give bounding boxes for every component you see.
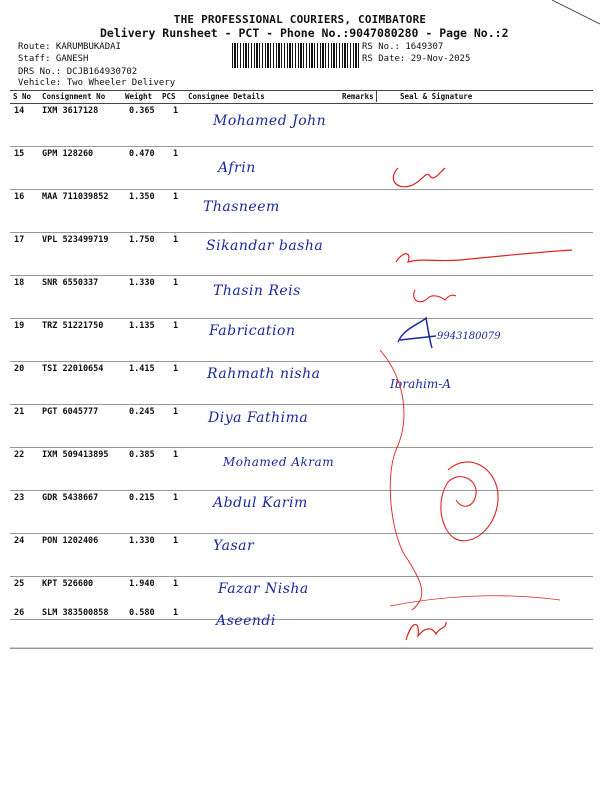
row-weight: 1.940 xyxy=(129,579,155,589)
row-pcs: 1 xyxy=(173,407,179,417)
consignee-name: Mohamed John xyxy=(213,113,327,129)
consignee-name: Aseendi xyxy=(216,613,276,629)
row-pcs: 1 xyxy=(173,493,179,503)
row-pcs: 1 xyxy=(173,149,179,159)
row-consignment: SNR 6550337 xyxy=(42,278,99,288)
row-sno: 24 xyxy=(14,536,25,546)
rs-number: RS No.: 1649307 xyxy=(362,42,444,52)
row-weight: 0.470 xyxy=(129,149,155,159)
phone-note: 9943180079 xyxy=(437,331,501,342)
row-weight: 0.385 xyxy=(129,450,155,460)
row-weight: 0.365 xyxy=(129,106,155,116)
consignee-name: Diya Fathima xyxy=(208,410,309,426)
red-line-long xyxy=(390,596,560,606)
consignee-name: Sikandar basha xyxy=(206,238,324,254)
row-sno: 17 xyxy=(14,235,25,245)
col-remarks: Remarks xyxy=(342,92,374,101)
row-weight: 0.580 xyxy=(129,608,155,618)
consignee-name: Fabrication xyxy=(209,323,296,339)
row-consignment: VPL 523499719 xyxy=(42,235,109,245)
consignee-name: Thasneem xyxy=(203,199,280,215)
row-consignment: GPM 128260 xyxy=(42,149,94,159)
row-sno: 25 xyxy=(14,579,25,589)
row-sno: 22 xyxy=(14,450,25,460)
red-signature-18 xyxy=(414,290,456,302)
consignee-name: Rahmath nisha xyxy=(207,366,321,382)
red-curve-large xyxy=(380,350,422,610)
red-signature-17 xyxy=(396,250,572,262)
consignee-name: Yasar xyxy=(213,538,255,554)
row-weight: 0.215 xyxy=(129,493,155,503)
row-sno: 14 xyxy=(14,106,25,116)
row-weight: 1.135 xyxy=(129,321,155,331)
row-weight: 1.330 xyxy=(129,536,155,546)
row-consignment: MAA 711039852 xyxy=(42,192,109,202)
rs-date: RS Date: 29-Nov-2025 xyxy=(362,54,471,64)
row-sno: 19 xyxy=(14,321,25,331)
col-consignment: Consignment No xyxy=(42,92,106,101)
consignee-name: Afrin xyxy=(218,160,256,176)
row-consignment: IXM 3617128 xyxy=(42,106,99,116)
row-consignment: PON 1202406 xyxy=(42,536,99,546)
row-pcs: 1 xyxy=(173,192,179,202)
row-consignment: IXM 509413895 xyxy=(42,450,109,460)
row-sno: 16 xyxy=(14,192,25,202)
row-sno: 15 xyxy=(14,149,25,159)
row-weight: 1.415 xyxy=(129,364,155,374)
row-weight: 1.750 xyxy=(129,235,155,245)
row-weight: 1.350 xyxy=(129,192,155,202)
drs-number: DRS No.: DCJB164930702 xyxy=(18,67,138,77)
row-consignment: TSI 22010654 xyxy=(42,364,104,374)
red-signature-15 xyxy=(393,168,445,187)
runsheet-subtitle: Delivery Runsheet - PCT - Phone No.:9047080280 - Page No.:2 xyxy=(100,26,509,40)
row-consignment: PGT 6045777 xyxy=(42,407,99,417)
row-consignment: GDR 5438667 xyxy=(42,493,99,503)
row-pcs: 1 xyxy=(173,579,179,589)
row-sno: 18 xyxy=(14,278,25,288)
row-pcs: 1 xyxy=(173,321,179,331)
red-signature-26 xyxy=(406,622,446,640)
row-pcs: 1 xyxy=(173,364,179,374)
col-pcs: PCS xyxy=(162,92,176,101)
consignee-name: Mohamed Akram xyxy=(223,455,335,469)
blue-signature-19 xyxy=(398,318,436,348)
red-loop-stamp xyxy=(441,462,498,541)
consignee-name: Thasin Reis xyxy=(213,283,301,299)
row-consignment: SLM 383500858 xyxy=(42,608,109,618)
row-sno: 23 xyxy=(14,493,25,503)
row-consignment: TRZ 51221750 xyxy=(42,321,104,331)
col-weight: Weight xyxy=(125,92,153,101)
consignee-name: Fazar Nisha xyxy=(218,581,309,597)
row-pcs: 1 xyxy=(173,235,179,245)
vehicle-label: Vehicle: Two Wheeler Delivery xyxy=(18,78,176,88)
row-consignment: KPT 526600 xyxy=(42,579,94,589)
col-consignee: Consignee Details xyxy=(188,92,265,101)
col-seal: Seal & Signature xyxy=(400,92,473,101)
company-title: THE PROFESSIONAL COURIERS, COIMBATORE xyxy=(173,13,427,26)
row-pcs: 1 xyxy=(173,536,179,546)
route-label: Route: KARUMBUKADAI xyxy=(18,42,121,52)
row-pcs: 1 xyxy=(173,106,179,116)
row-sno: 21 xyxy=(14,407,25,417)
col-sno: S No xyxy=(13,92,32,101)
row-weight: 1.330 xyxy=(129,278,155,288)
row-sno: 26 xyxy=(14,608,25,618)
row-pcs: 1 xyxy=(173,278,179,288)
row-pcs: 1 xyxy=(173,450,179,460)
consignee-name: Abdul Karim xyxy=(213,495,308,511)
row-weight: 0.245 xyxy=(129,407,155,417)
receiver-note: Ibrahim-A xyxy=(390,377,451,391)
row-pcs: 1 xyxy=(173,608,179,618)
row-sno: 20 xyxy=(14,364,25,374)
staff-label: Staff: GANESH xyxy=(18,54,89,64)
corner-fold-line xyxy=(552,0,600,24)
